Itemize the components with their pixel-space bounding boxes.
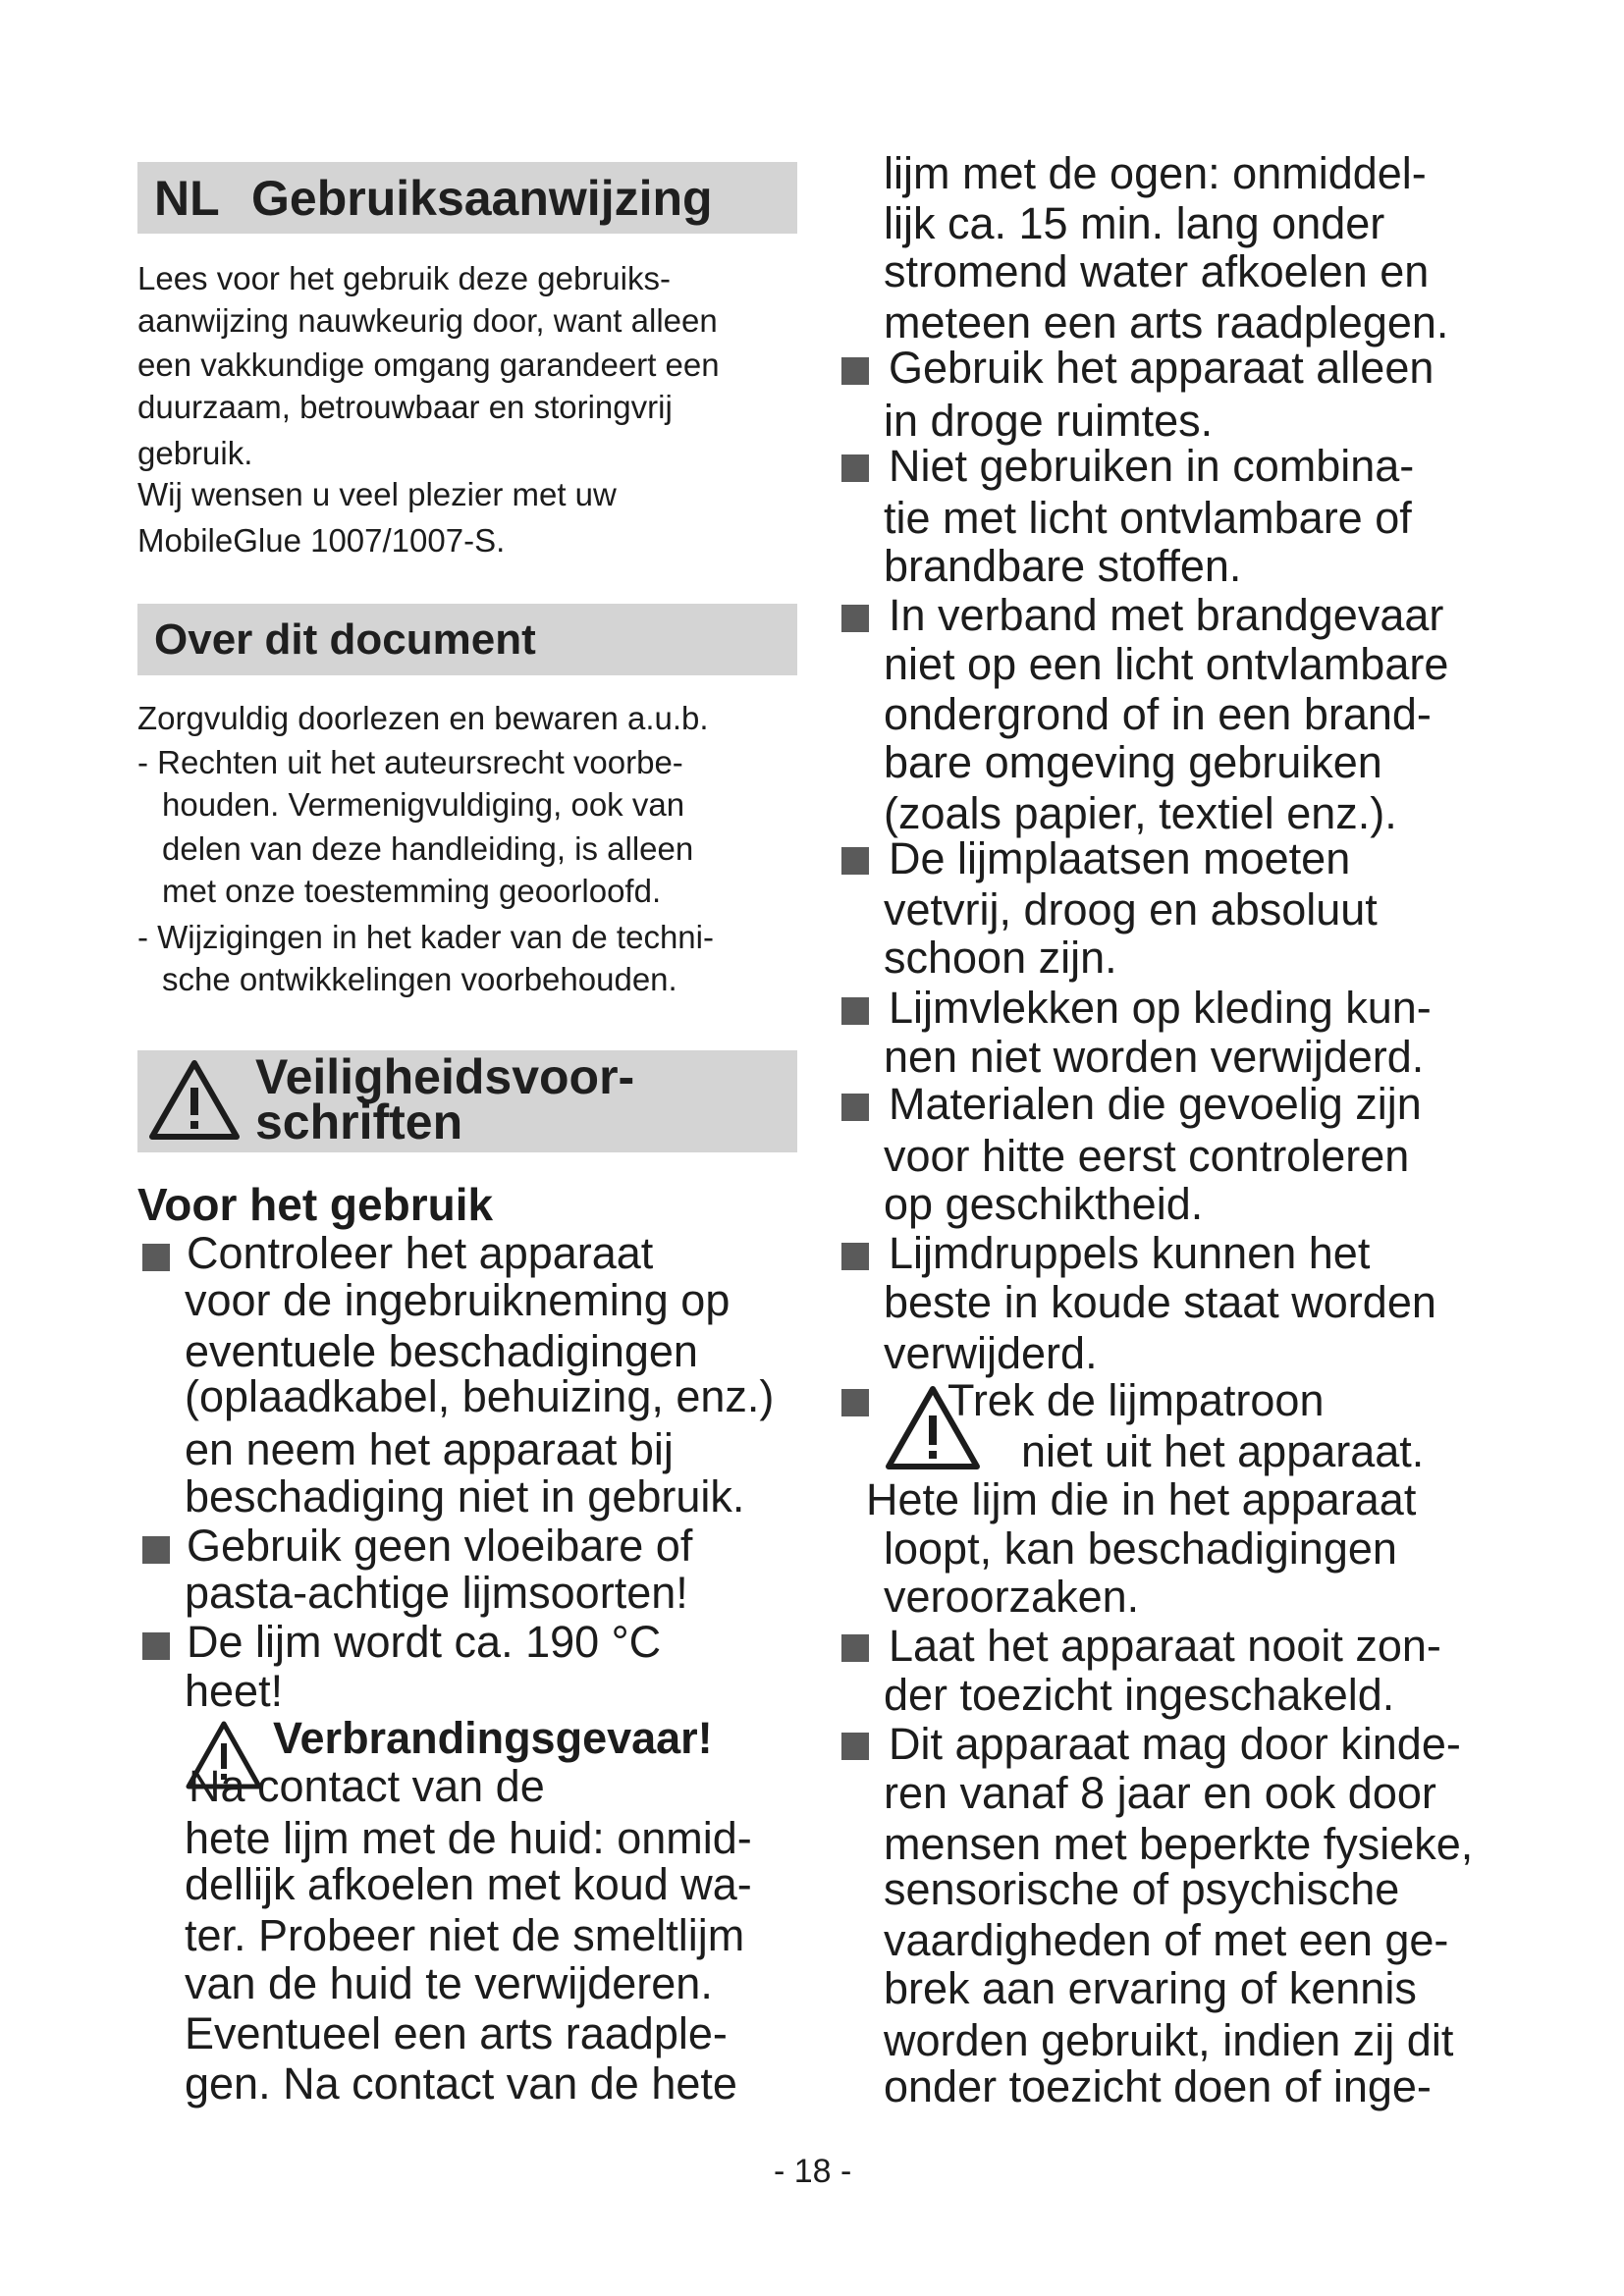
list-line: ren vanaf 8 jaar en ook door (884, 1768, 1436, 1818)
list-line: eventuele beschadigingen (185, 1326, 698, 1376)
about-line: - Rechten uit het auteursrecht voorbe- (137, 744, 683, 780)
intro-line: gebruik. (137, 435, 253, 471)
bullet-square-icon (841, 605, 869, 632)
safety-subheading: Voor het gebruik (137, 1179, 494, 1230)
intro-line: Wij wensen u veel plezier met uw (137, 476, 617, 512)
bullet-square-icon (841, 454, 869, 482)
list-line: vaardigheden of met een ge- (884, 1915, 1449, 1965)
list-line: tie met licht ontvlambare of (884, 493, 1412, 543)
list-line: Eventueel een arts raadple- (185, 2008, 728, 2058)
list-line: brek aan ervaring of kennis (884, 1963, 1417, 2013)
list-line: De lijm wordt ca. 190 °C (187, 1617, 662, 1667)
list-line: De lijmplaatsen moeten (889, 833, 1351, 883)
about-line: delen van deze handleiding, is alleen (162, 830, 694, 867)
list-line: verwijderd. (884, 1328, 1098, 1378)
list-line: sensorische of psychische (884, 1864, 1400, 1914)
list-line: voor hitte eerst controleren (884, 1131, 1410, 1181)
intro-line: MobileGlue 1007/1007-S. (137, 522, 506, 559)
bullet-square-icon (841, 1243, 869, 1270)
list-line: Gebruik het apparaat alleen (889, 343, 1435, 393)
list-line: niet op een licht ontvlambare (884, 639, 1449, 689)
list-line: worden gebruikt, indien zij dit (884, 2015, 1454, 2065)
bullet-square-icon (841, 847, 869, 875)
about-line: Zorgvuldig doorlezen en bewaren a.u.b. (137, 700, 709, 736)
about-line: sche ontwikkelingen voorbehouden. (162, 961, 677, 997)
section-language-code: NL (154, 171, 220, 226)
list-line: Dit apparaat mag door kinde- (889, 1719, 1461, 1769)
list-line: schoon zijn. (884, 933, 1117, 983)
section-title: Gebruiksaanwijzing (251, 171, 713, 226)
list-line: Laat het apparaat nooit zon- (889, 1621, 1441, 1671)
bullet-square-icon (841, 1389, 869, 1416)
list-line: ter. Probeer niet de smeltlijm (185, 1910, 745, 1960)
list-line: ondergrond of in een brand- (884, 689, 1432, 739)
list-line: van de huid te verwijderen. (185, 1958, 713, 2008)
bullet-square-icon (142, 1536, 170, 1564)
list-line: meteen een arts raadplegen. (884, 297, 1449, 347)
list-line: vetvrij, droog en absoluut (884, 884, 1378, 934)
bullet-square-icon (841, 357, 869, 385)
list-line: op geschiktheid. (884, 1179, 1204, 1229)
list-line: Verbrandingsgevaar! (273, 1713, 713, 1763)
list-line: beste in koude staat worden (884, 1277, 1436, 1327)
safety-heading-line1: Veiligheidsvoor- (255, 1049, 635, 1104)
list-line: dellijk afkoelen met koud wa- (185, 1859, 752, 1909)
list-line: Materialen die gevoelig zijn (889, 1079, 1422, 1129)
list-line: Trek de lijmpatroon (947, 1375, 1325, 1425)
bullet-square-icon (841, 1094, 869, 1121)
list-line: heet! (185, 1666, 284, 1716)
bullet-square-icon (841, 1733, 869, 1760)
list-line: loopt, kan beschadigingen (884, 1523, 1397, 1574)
bullet-square-icon (142, 1244, 170, 1271)
list-line: beschadiging niet in gebruik. (185, 1471, 745, 1522)
list-line: onder toezicht doen of inge- (884, 2061, 1432, 2111)
safety-heading-line2: schriften (255, 1095, 463, 1149)
list-line: bare omgeving gebruiken (884, 737, 1382, 787)
list-line: brandbare stoffen. (884, 541, 1242, 591)
list-line: (oplaadkabel, behuizing, enz.) (185, 1371, 775, 1421)
list-line: mensen met beperkte fysieke, (884, 1819, 1474, 1869)
list-line: niet uit het apparaat. (1021, 1426, 1425, 1476)
list-line: lijm met de ogen: onmiddel- (884, 148, 1427, 198)
list-line: voor de ingebruikneming op (185, 1275, 731, 1325)
list-line: gen. Na contact van de hete (185, 2058, 737, 2109)
intro-line: duurzaam, betrouwbaar en storingvrij (137, 389, 673, 425)
list-line: (zoals papier, textiel enz.). (884, 788, 1397, 838)
bullet-square-icon (841, 997, 869, 1025)
list-line: hete lijm met de huid: onmid- (185, 1813, 752, 1863)
intro-line: aanwijzing nauwkeurig door, want alleen (137, 302, 718, 339)
list-line: Lijmdruppels kunnen het (889, 1228, 1371, 1278)
list-line: In verband met brandgevaar (889, 590, 1444, 640)
list-line: der toezicht ingeschakeld. (884, 1670, 1395, 1720)
list-line: veroorzaken. (884, 1572, 1140, 1622)
page-number: - 18 - (774, 2153, 852, 2190)
list-line: nen niet worden verwijderd. (884, 1032, 1425, 1082)
list-line: Hete lijm die in het apparaat (866, 1474, 1417, 1524)
list-line: Lijmvlekken op kleding kun- (889, 983, 1432, 1033)
list-line: stromend water afkoelen en (884, 246, 1430, 296)
intro-line: een vakkundige omgang garandeert een (137, 347, 720, 383)
about-line: met onze toestemming geoorloofd. (162, 873, 662, 909)
bullet-square-icon (841, 1634, 869, 1662)
list-line: Controleer het apparaat (187, 1228, 654, 1278)
list-line: Na contact van de (189, 1761, 545, 1811)
about-line: houden. Vermenigvuldiging, ook van (162, 786, 685, 823)
bullet-square-icon (142, 1632, 170, 1660)
list-line: in droge ruimtes. (884, 396, 1214, 446)
about-line: - Wijzigingen in het kader van de techni- (137, 919, 714, 955)
about-heading: Over dit document (154, 615, 536, 664)
list-line: pasta-achtige lijmsoorten! (185, 1568, 688, 1618)
list-line: Niet gebruiken in combina- (889, 441, 1415, 491)
intro-line: Lees voor het gebruik deze gebruiks- (137, 260, 671, 296)
warning-triangle-icon (147, 1058, 242, 1143)
list-line: Gebruik geen vloeibare of (187, 1521, 693, 1571)
list-line: lijk ca. 15 min. lang onder (884, 198, 1385, 248)
list-line: en neem het apparaat bij (185, 1424, 674, 1474)
